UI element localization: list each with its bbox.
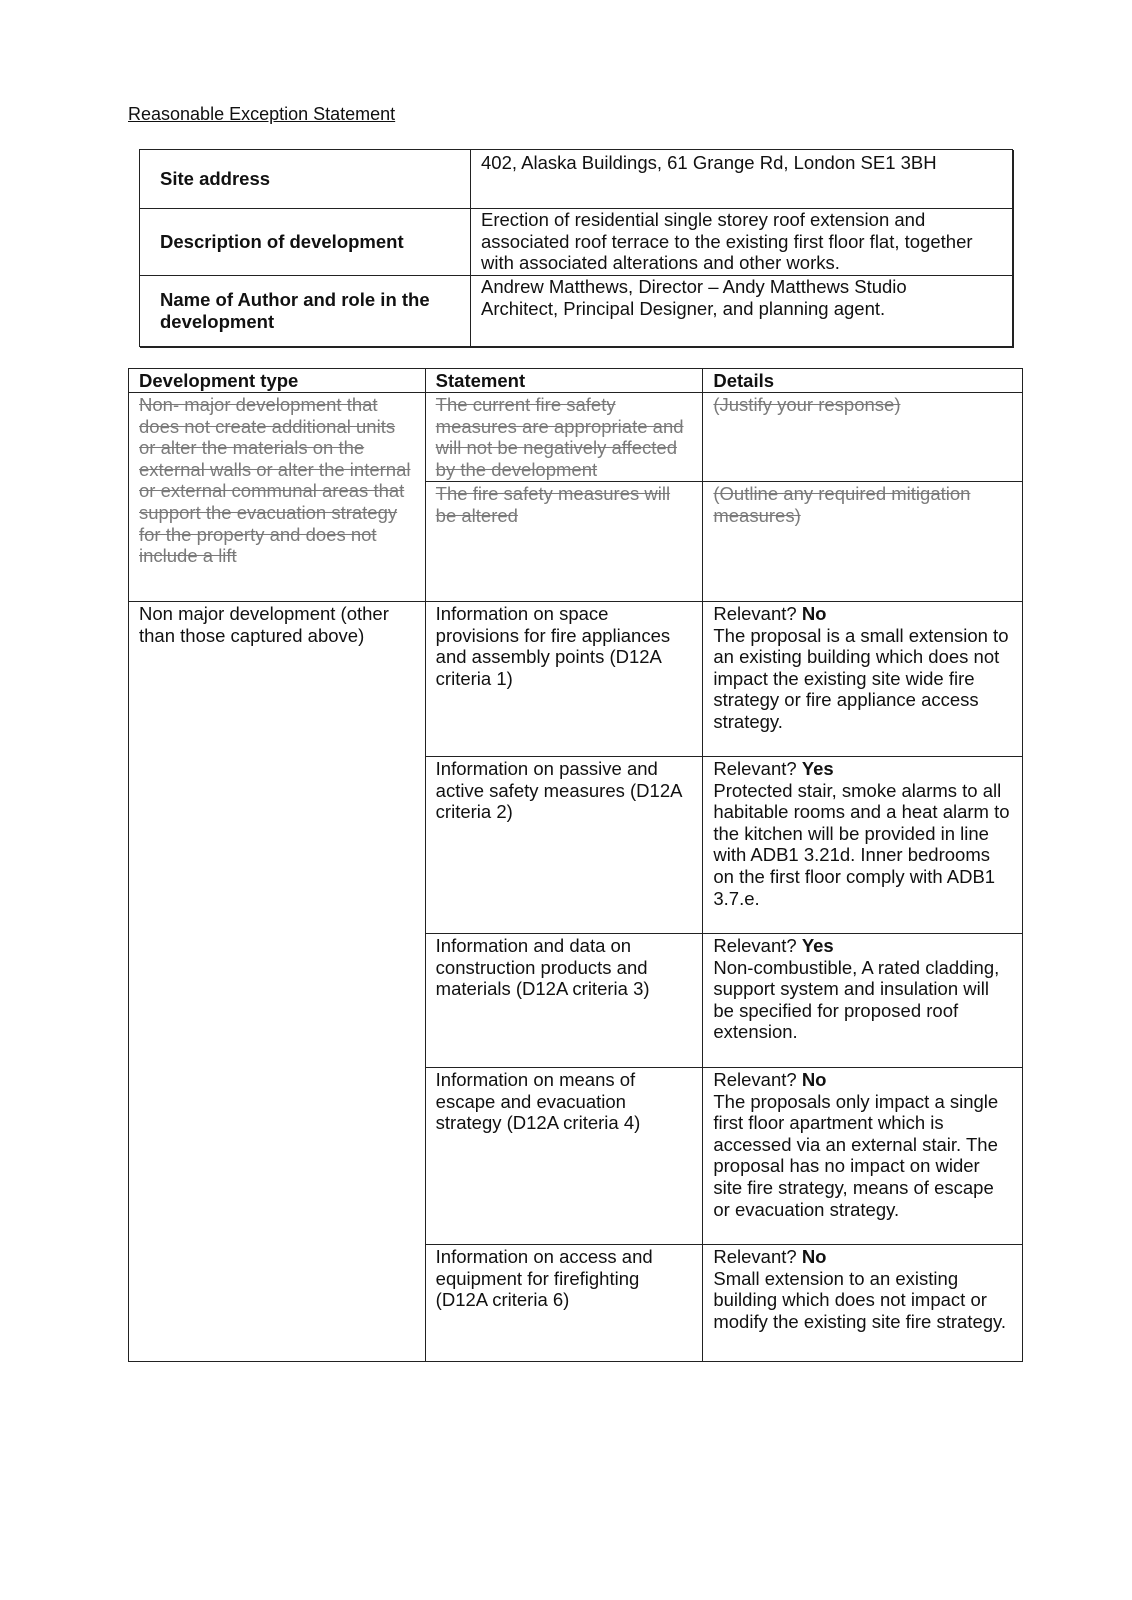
author-value-line1: Andrew Matthews, Director – Andy Matthews Studio <box>481 276 907 297</box>
struck-row-1 <box>129 393 1023 482</box>
author-row <box>140 276 1013 347</box>
relevant-value: Yes <box>801 758 834 779</box>
statement-cell: Information on passive and active safety measures (D12A criteria 2) <box>425 757 703 934</box>
author-value-line2: Architect, Principal Designer, and planning agent. <box>481 297 886 319</box>
details-text: Small extension to an existing building which does not impact or modify the existing site fire strategy. <box>713 1267 1007 1332</box>
relevant-value: No <box>801 603 827 624</box>
site-address-row <box>140 150 1013 209</box>
struck-statement-2: The fire safety measures will be altered <box>425 482 703 602</box>
header-development-type: Development type <box>129 369 426 393</box>
description-value: Erection of residential single storey roof extension and associated roof terrace to the existing first floor flat, together with associated alterations and other works. <box>471 209 1013 276</box>
struck-details-1: (Justify your response) <box>703 393 1023 482</box>
description-label: Description of development <box>140 209 471 276</box>
details-text: Protected stair, smoke alarms to all habitable rooms and a heat alarm to the kitchen will be provided in line with ADB1 3.21d. Inner bedrooms on the first floor comply with ADB1 3.7.e. <box>713 779 1010 909</box>
development-type-table <box>128 368 1023 1362</box>
author-value <box>471 276 1013 347</box>
description-row <box>140 209 1013 276</box>
statement-cell: Information on means of escape and evacuation strategy (D12A criteria 4) <box>425 1068 703 1245</box>
struck-statement-1: The current fire safety measures are appropriate and will not be negatively affected by the development <box>425 393 703 482</box>
struck-details-2: (Outline any required mitigation measures) <box>703 482 1023 602</box>
relevant-value: No <box>801 1246 827 1267</box>
relevant-label: Relevant? <box>713 1069 797 1090</box>
details-cell <box>703 934 1023 1068</box>
struck-development-type: Non- major development that does not create additional units or alter the materials on the external walls or alter the internal or external communal areas that support the evacuation strategy for the property and does not include a lift <box>129 393 426 602</box>
site-info-table <box>139 149 1013 347</box>
author-label: Name of Author and role in the development <box>140 276 471 347</box>
relevant-label: Relevant? <box>713 758 797 779</box>
statement-cell: Information on access and equipment for firefighting (D12A criteria 6) <box>425 1245 703 1362</box>
details-cell <box>703 1245 1023 1362</box>
relevant-label: Relevant? <box>713 603 797 624</box>
non-major-development-type: Non major development (other than those captured above) <box>129 602 426 1362</box>
details-cell <box>703 1068 1023 1245</box>
statement-cell: Information on space provisions for fire appliances and assembly points (D12A criteria 1) <box>425 602 703 757</box>
details-text: The proposal is a small extension to an existing building which does not impact the existing site wide fire strategy or fire appliance access strategy. <box>713 624 1009 732</box>
header-statement: Statement <box>425 369 703 393</box>
details-cell <box>703 757 1023 934</box>
details-text: The proposals only impact a single first floor apartment which is accessed via an external stair. The proposal has no impact on wider site fire strategy, means of escape or evacuation strategy. <box>713 1090 999 1220</box>
header-details: Details <box>703 369 1023 393</box>
details-cell <box>703 602 1023 757</box>
site-address-label: Site address <box>140 150 471 209</box>
relevant-label: Relevant? <box>713 935 797 956</box>
relevant-value: Yes <box>801 935 834 956</box>
document-title: Reasonable Exception Statement <box>128 104 396 124</box>
relevant-value: No <box>801 1069 827 1090</box>
header-row <box>129 369 1023 393</box>
details-text: Non-combustible, A rated cladding, support system and insulation will be specified for proposed roof extension. <box>713 956 1000 1043</box>
non-major-row-1 <box>129 602 1023 757</box>
statement-cell: Information and data on construction products and materials (D12A criteria 3) <box>425 934 703 1068</box>
relevant-label: Relevant? <box>713 1246 797 1267</box>
site-address-value: 402, Alaska Buildings, 61 Grange Rd, London SE1 3BH <box>471 150 1013 209</box>
